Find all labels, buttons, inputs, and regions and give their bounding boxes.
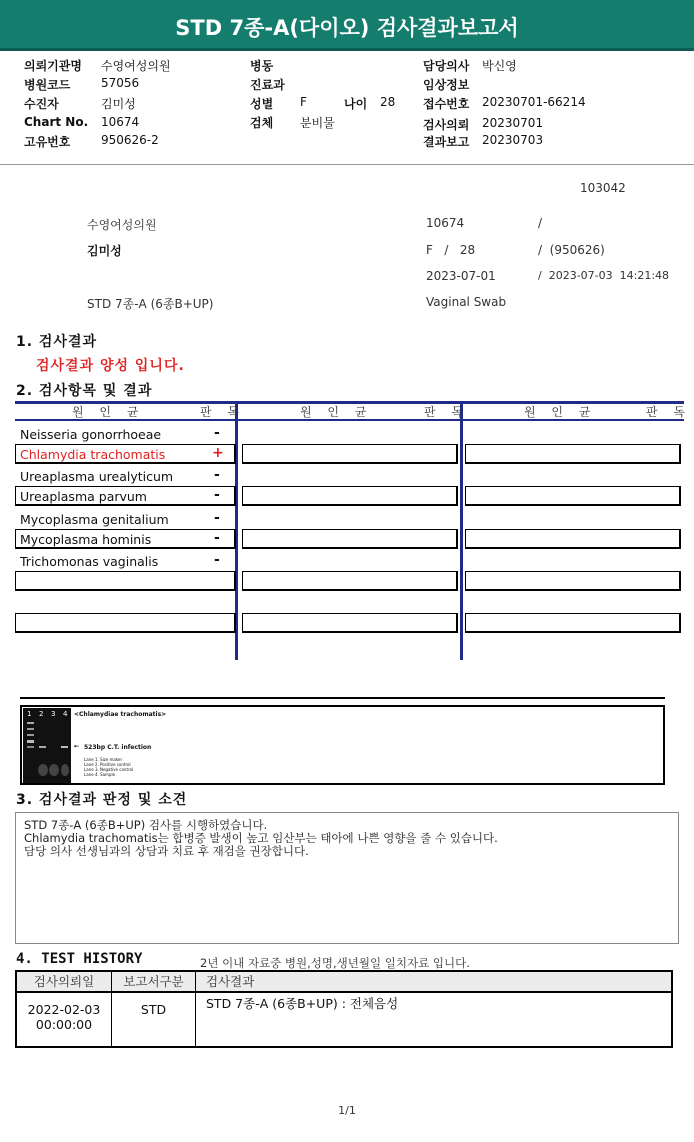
finding-line: Chlamydia trachomatis는 합병증 발생이 높고 임산부는 태아에 나쁜 영향을 줄 수 있습니다. [24,831,498,845]
history-type: STD [140,1002,167,1017]
col-judgement-header: 판 독 [646,405,691,419]
organism-result: - [214,510,220,526]
header-divider [0,164,694,165]
gel-legend: Lane 4. Sample [84,772,116,777]
empty-row-box [242,571,458,591]
organism-result: - [214,487,220,503]
gel-band-label: 523bp C.T. infection [84,744,152,751]
organism-name: Mycoplasma hominis [20,532,152,547]
gel-band-arrow: ← [74,743,80,750]
section-items-title: 2. 검사항목 및 결과 [16,383,153,399]
history-time: 00:00:00 [35,1017,93,1032]
empty-row-box [242,444,458,464]
section-findings-title: 3. 검사결과 판정 및 소견 [16,792,188,808]
header-value: 분비물 [300,116,335,130]
meta-chart: 10674 [426,216,465,230]
header-value: 10674 [101,115,140,129]
header-key: 결과보고 [423,135,470,149]
section-result-title: 1. 검사결과 [16,334,98,350]
header-value: F [300,95,307,109]
gel-bands-graphic [23,708,71,783]
header-key: 병원코드 [24,78,71,92]
history-col-date: 검사의뢰일 [17,972,111,992]
column-separator [460,401,463,660]
organism-result: - [214,467,220,483]
organism-result: - [214,530,220,546]
meta-test-name: STD 7종-A (6종B+UP) [87,297,214,311]
organism-result-positive: + [212,445,224,461]
positive-result-text: 검사결과 양성 입니다. [36,358,185,374]
col-organism-header: 원 인 균 [524,405,597,419]
header-key: Chart No. [24,115,89,129]
meta-patient: 김미성 [87,244,122,258]
header-value: 57056 [101,76,140,90]
header-key: 나이 [344,97,368,111]
empty-row-box [15,613,236,633]
header-value: 950626-2 [101,133,159,147]
meta-hospital: 수영여성의원 [87,218,157,232]
header-value: 20230701-66214 [482,95,586,109]
header-value: 수영여성의원 [101,59,171,73]
header-key: 성별 [250,97,274,111]
history-result: STD 7종-A (6종B+UP) : 전체음성 [206,996,399,1011]
header-value: 28 [380,95,396,109]
history-header-rule [15,991,673,993]
empty-row-box [15,571,236,591]
gel-image [23,708,71,783]
history-col-result: 검사결과 [196,972,671,992]
empty-row-box [242,486,458,506]
meta-id: / (950626) [538,243,605,257]
report-title: STD 7종-A(다이오) 검사결과보고서 [175,16,519,40]
gel-lane-number: 1 [27,710,32,718]
header-key: 수진자 [24,97,59,111]
header-value: 박신영 [482,59,517,73]
gel-lane-number: 2 [39,710,44,718]
empty-row-box [242,529,458,549]
col-organism-header: 원 인 균 [300,405,373,419]
col-judgement-header: 판 독 [424,405,469,419]
header-key: 의뢰기관명 [24,59,82,73]
meta-reported: / 2023-07-03 14:21:48 [538,269,670,282]
report-code: 103042 [580,181,626,195]
header-key: 담당의사 [423,59,470,73]
finding-line: STD 7종-A (6종B+UP) 검사를 시행하였습니다. [24,818,268,832]
gel-top-rule [20,697,665,699]
header-value: 20230703 [482,133,544,147]
organism-name: Neisseria gonorrhoeae [20,427,162,442]
organism-name: Mycoplasma genitalium [20,512,169,527]
organism-result: - [214,552,220,568]
meta-received: 2023-07-01 [426,269,496,283]
report-title-bar [0,0,694,51]
header-value: 김미성 [101,97,136,111]
organism-name-positive: Chlamydia trachomatis [20,447,166,462]
meta-sex-age: F / 28 [426,243,476,257]
header-key: 임상정보 [423,78,470,92]
meta-slash: / [538,216,543,230]
gel-legend: Lane 3. Negative control [84,767,134,772]
header-key: 검체 [250,116,274,130]
page-number: 1/1 [338,1104,356,1117]
header-value: 20230701 [482,116,544,130]
col-organism-header: 원 인 균 [72,405,145,419]
organism-name: Trichomonas vaginalis [20,554,159,569]
gel-lane-number: 4 [63,710,68,718]
header-key: 고유번호 [24,135,71,149]
empty-row-box [465,444,681,464]
empty-row-box [465,486,681,506]
col-judgement-header: 판 독 [200,405,245,419]
history-col-type: 보고서구분 [112,972,195,992]
history-note: 2년 이내 자료중 병원,성명,생년월일 일치자료 입니다. [200,956,470,970]
section-history-title: 4. TEST HISTORY [16,951,143,967]
gel-title: <Chlamydiae trachomatis> [74,711,167,718]
header-key: 검사의뢰 [423,118,470,132]
gel-lane-number: 3 [51,710,56,718]
gel-legend: Lane 2. Positive control [84,762,131,767]
empty-row-box [242,613,458,633]
empty-row-box [465,571,681,591]
gel-legend: Lane 1. Size maker [84,757,123,762]
finding-line: 담당 의사 선생님과의 상담과 치료 후 재검을 권장합니다. [24,844,309,858]
header-key: 병동 [250,59,274,73]
meta-specimen: Vaginal Swab [426,295,507,309]
history-col-divider [195,970,196,1048]
header-key: 진료과 [250,78,285,92]
history-date: 2022-02-03 [27,1002,101,1017]
organism-name: Ureaplasma parvum [20,489,147,504]
header-key: 접수번호 [423,97,470,111]
empty-row-box [465,613,681,633]
organism-name: Ureaplasma urealyticum [20,469,174,484]
organism-result: - [214,425,220,441]
empty-row-box [465,529,681,549]
